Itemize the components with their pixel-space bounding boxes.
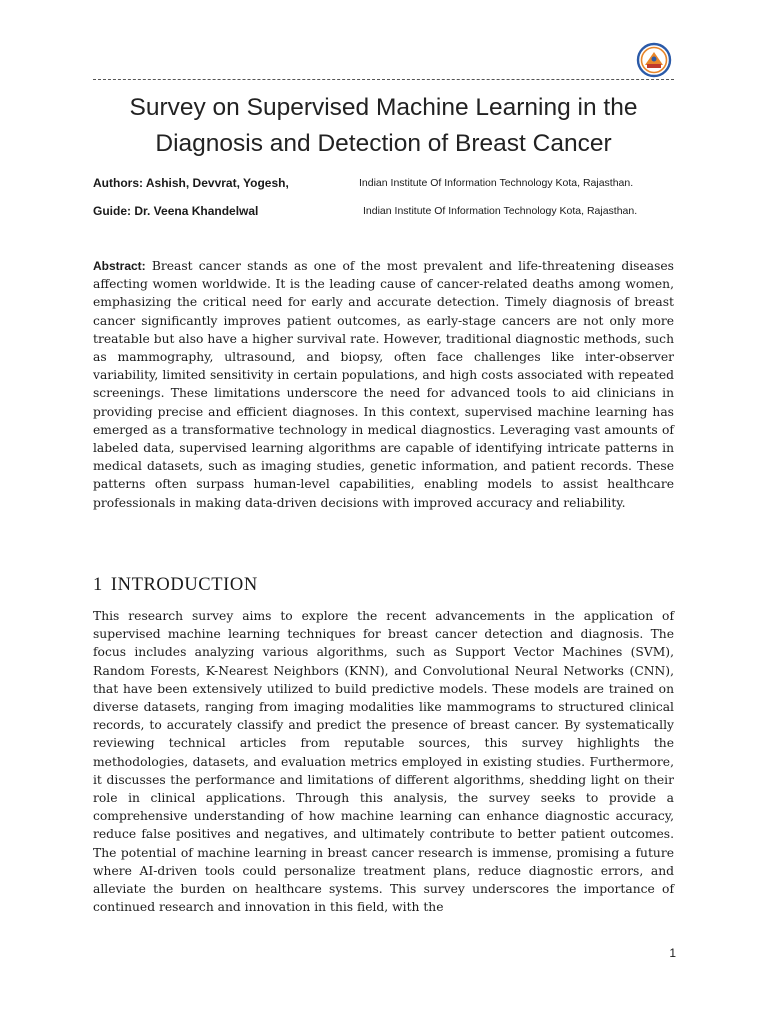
guide-row bbox=[93, 202, 674, 220]
authors-affiliation: Indian Institute Of Information Technology Kota, Rajasthan. bbox=[359, 177, 634, 189]
guide-label: Guide: Dr. Veena Khandelwal bbox=[93, 204, 259, 218]
abstract-label: Abstract: bbox=[93, 259, 146, 273]
page-number: 1 bbox=[669, 946, 676, 960]
authors-row bbox=[93, 174, 674, 192]
institute-seal-logo-icon bbox=[632, 42, 676, 78]
abstract-paragraph bbox=[93, 257, 674, 512]
guide-affiliation: Indian Institute Of Information Technology Kota, Rajasthan. bbox=[363, 205, 638, 217]
paper-title: Survey on Supervised Machine Learning in the Diagnosis and Detection of Breast Cancer bbox=[129, 94, 638, 157]
abstract-text: Breast cancer stands as one of the most prevalent and life-threatening diseases affecting women worldwide. It is the leading cause of cancer-related deaths among women, emphasizing the critical need for early and accurate detection. Timely diagnosis of breast cancer significantly improves patient outcomes, as early-stage cancers are not only more treatable but also have a higher survival rate. However, traditional diagnostic methods, such as mammography, ultrasound, and biopsy, often face challenges like inter-observer variability, limited sensitivity in certain populations, and high costs associated with repeated screenings. These limitations underscore the need for advanced tools to aid clinicians in providing precise and efficient diagnoses. In this context, supervised machine learning has emerged as a transformative technology in medical diagnostics. Leveraging vast amounts of labeled data, supervised learning algorithms are capable of identifying intricate patterns in medical datasets, such as imaging studies, genetic information, and patient records. These patterns often surpass human-level capabilities, enabling models to assist healthcare professionals in making data-driven decisions with improved accuracy and reliability. bbox=[93, 259, 674, 510]
section-title: INTRODUCTION bbox=[110, 575, 258, 595]
authors-label: Authors: Ashish, Devvrat, Yogesh, bbox=[93, 176, 289, 190]
header-divider bbox=[93, 79, 674, 80]
section-number: 1 bbox=[93, 575, 103, 595]
section-heading-introduction bbox=[93, 572, 258, 598]
introduction-paragraph: This research survey aims to explore the recent advancements in the application of supervised machine learning techniques for breast cancer detection and diagnosis. The focus includes analyzing various algorithms, such as Support Vector Machines (SVM), Random Forests, K-Nearest Neighbors (KNN), and Convolutional Neural Networks (CNN), that have been extensively utilized to build predictive models. These models are trained on diverse datasets, ranging from imaging modalities like mammograms to structured clinical records, to accurately classify and predict the presence of breast cancer. By systematically reviewing technical articles from reputable sources, this survey highlights the methodologies, datasets, and evaluation metrics employed in existing studies. Furthermore, it discusses the performance and limitations of different algorithms, shedding light on their role in clinical applications. Through this analysis, the survey seeks to provide a comprehensive understanding of how machine learning can enhance diagnostic accuracy, reduce false positives and negatives, and ultimately contribute to better patient outcomes. The potential of machine learning in breast cancer research is immense, promising a future where AI-driven tools could personalize treatment plans, reduce diagnostic errors, and alleviate the burden on healthcare systems. This survey underscores the importance of continued research and innovation in this field, with the bbox=[93, 609, 674, 915]
